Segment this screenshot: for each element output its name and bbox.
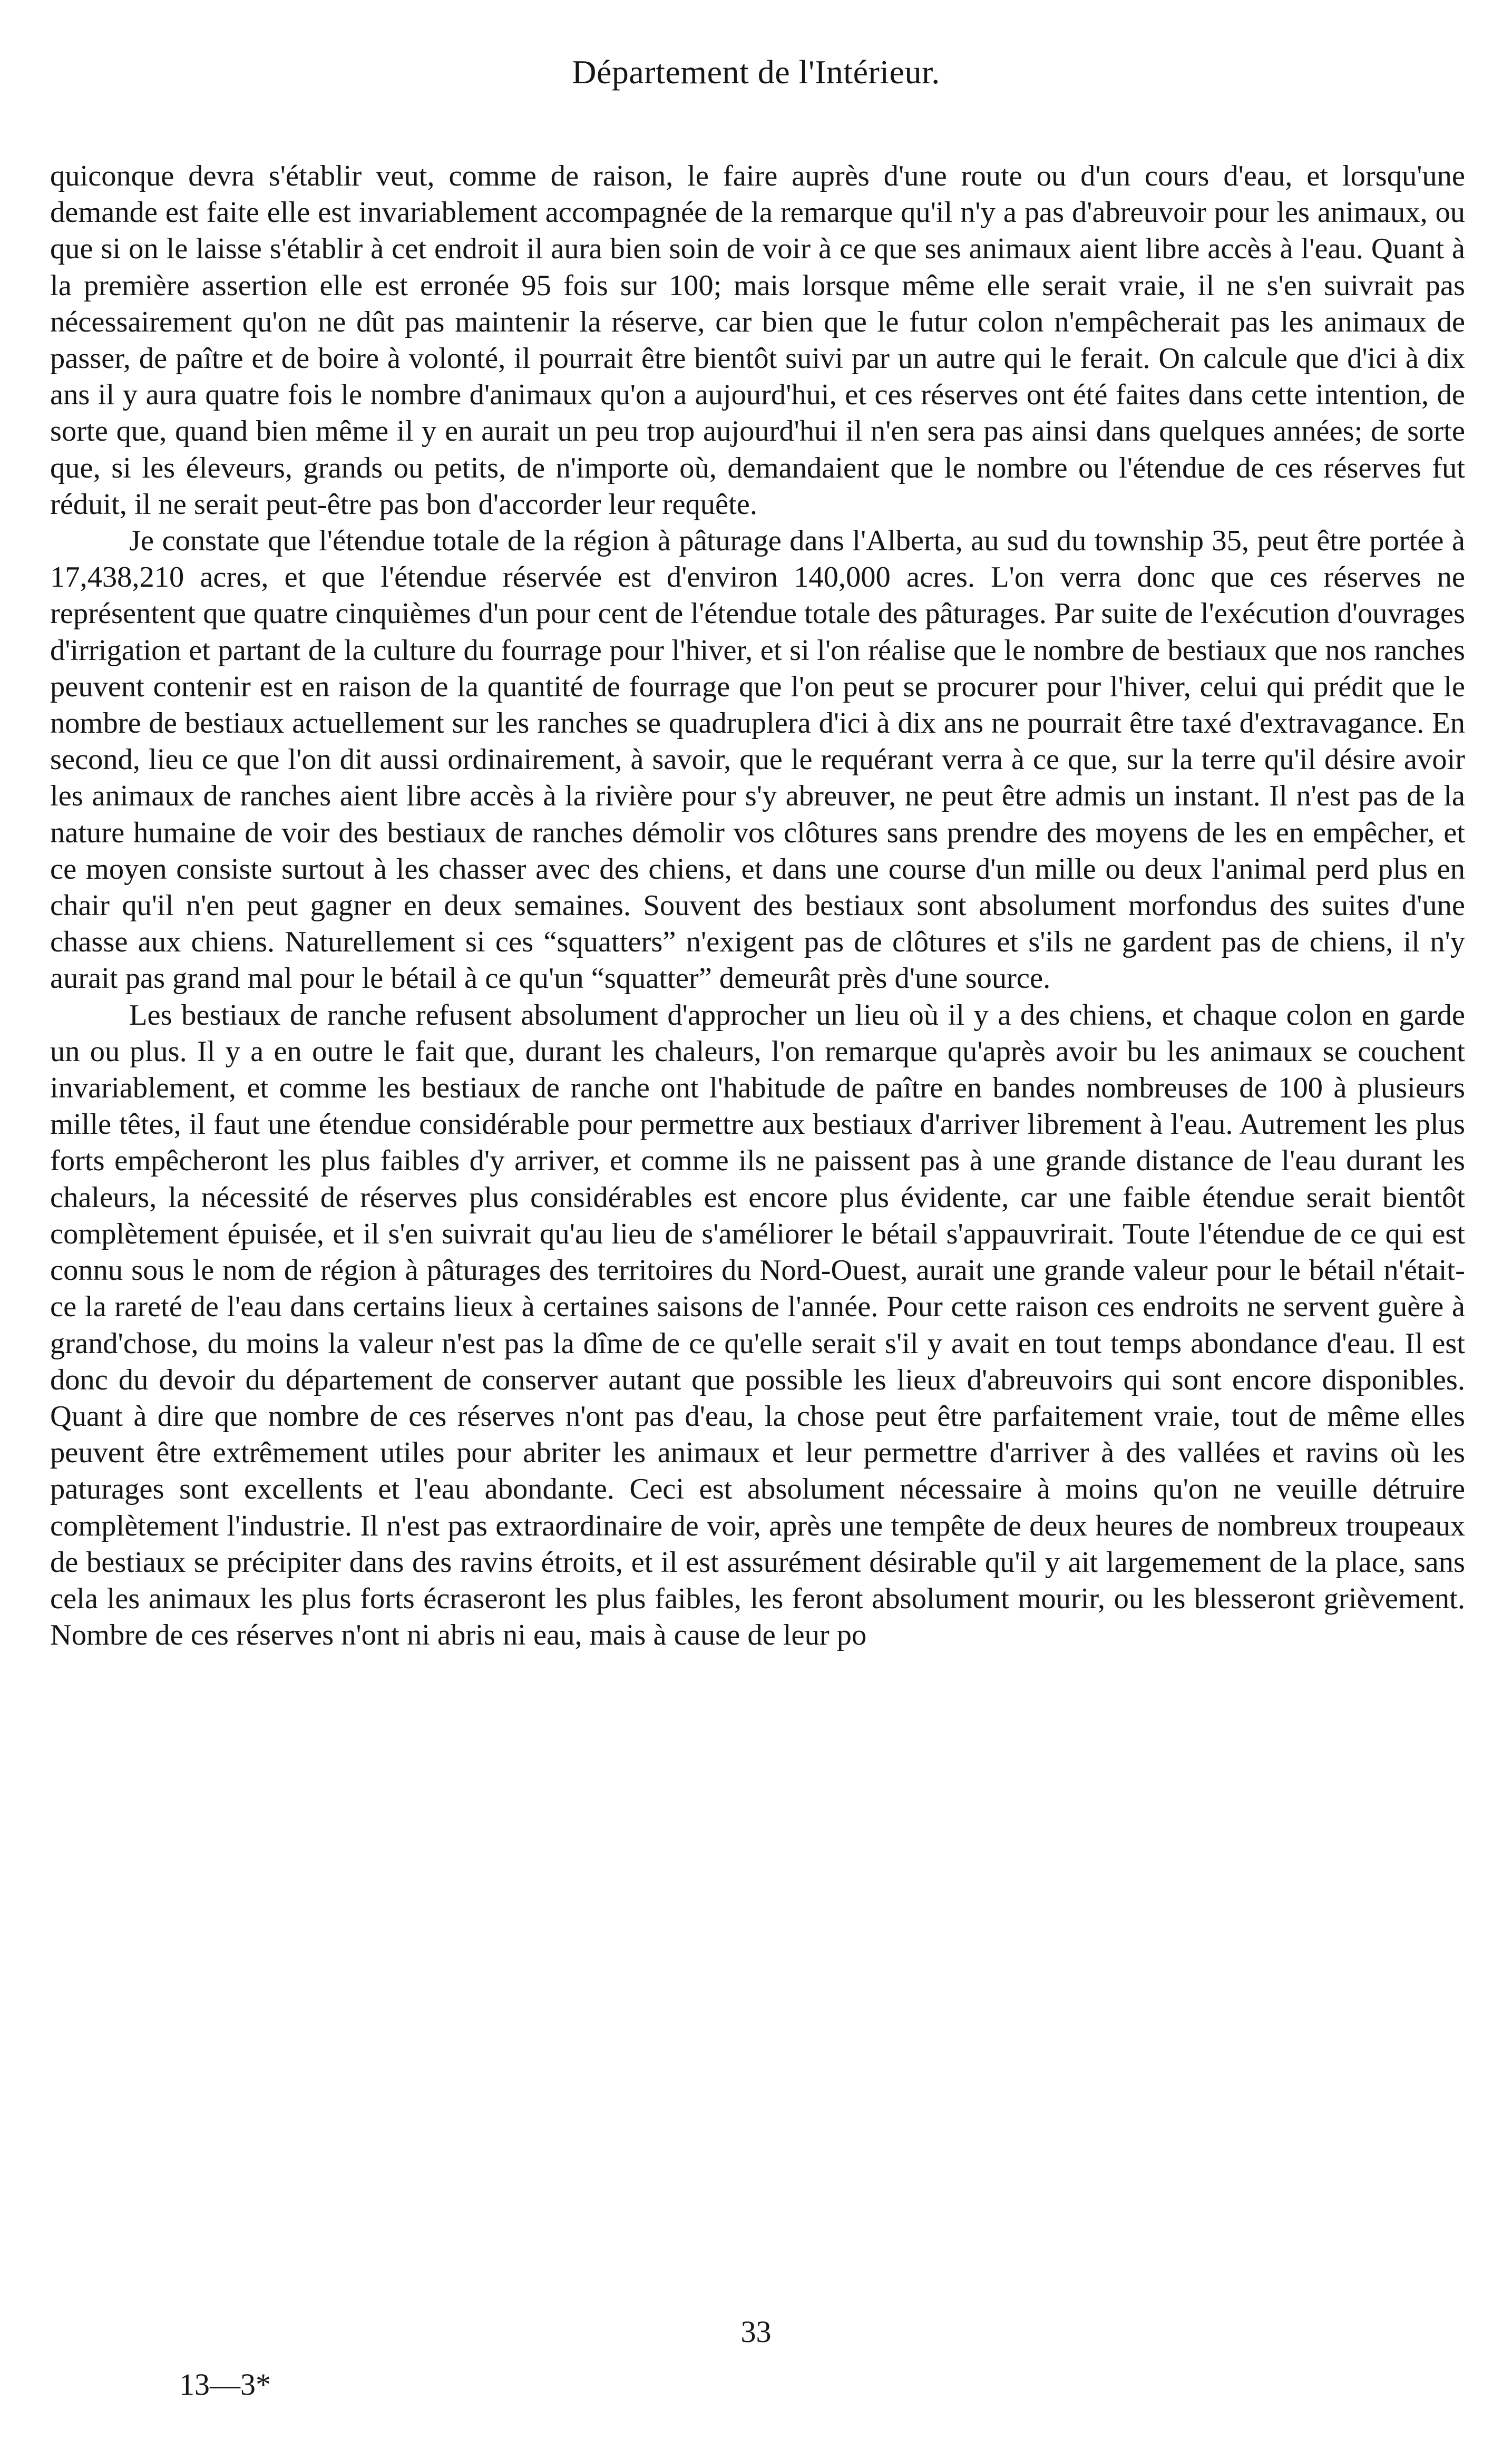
signature-mark: 13—3* [179, 2367, 271, 2402]
page-number: 33 [740, 2315, 772, 2349]
paragraph-3: Les bestiaux de ranche refusent absolument d'approcher un lieu où il y a des chiens, et chaque colon en garde un ou plus. Il y a en outre le fait que, durant les chaleurs, l'on remarque qu'après avoir bu les animaux se couchent invariablement, et comme les bestiaux de ranche ont l'habitude de paître en bandes nombreuses de 100 à plusieurs mille têtes, il faut une étendue considérable pour permettre aux bestiaux d'arriver librement à l'eau. Autrement les plus forts empêcheront les plus faibles d'y arriver, et comme ils ne paissent pas à une grande distance de l'eau durant les chaleurs, la nécessité de réserves plus considérables est encore plus évidente, car une faible étendue serait bientôt complètement épuisée, et il s'en suivrait qu'au lieu de s'améliorer le bétail s'appauvrirait. Toute l'étendue de ce qui est connu sous le nom de région à pâturages des territoires du Nord-Ouest, aurait une grande valeur pour le bétail n'était-ce la rareté de l'eau dans certains lieux à certaines saisons de l'année. Pour cette raison ces endroits ne servent guère à grand'chose, du moins la valeur n'est pas la dîme de ce qu'elle serait s'il y avait en tout temps abondance d'eau. Il est donc du devoir du département de conserver autant que possible les lieux d'abreuvoirs qui sont encore disponibles. Quant à dire que nombre de ces réserves n'ont pas d'eau, la chose peut être parfaitement vraie, tout de même elles peuvent être extrêmement utiles pour abriter les animaux et leur permettre d'arriver à des vallées et ravins où les paturages sont excellents et l'eau abondante. Ceci est absolument nécessaire à moins qu'on ne veuille détruire complètement l'industrie. Il n'est pas extraordinaire de voir, après une tempête de deux heures de nombreux troupeaux de bestiaux se précipiter dans des ravins étroits, et il est assurément désirable qu'il y ait largemement de la place, sans cela les animaux les plus forts écraseront les plus faibles, les feront absolument mourir, ou les blesseront grièvement. Nombre de ces réserves n'ont ni abris ni eau, mais à cause de leur po [50, 998, 1465, 1652]
running-head: Département de l'Intérieur. [572, 53, 940, 91]
paragraph-1: quiconque devra s'établir veut, comme de raison, le faire auprès d'une route ou d'un cours d'eau, et lorsqu'une demande est faite elle est invariablement accompagnée de la remarque qu'il n'y a pas d'abreuvoir pour les animaux, ou que si on le laisse s'établir à cet endroit il aura bien soin de voir à ce que ses animaux aient libre accès à l'eau. Quant à la première assertion elle est erronée 95 fois sur 100; mais lorsque même elle serait vraie, il ne s'en suivrait pas nécessairement qu'on ne dût pas maintenir la réserve, car bien que le futur colon n'empêcherait pas les animaux de passer, de paître et de boire à volonté, il pourrait être bientôt suivi par un autre qui le ferait. On calcule que d'ici à dix ans il y aura quatre fois le nombre d'animaux qu'on a aujourd'hui, et ces réserves ont été faites dans cette intention, de sorte que, quand bien même il y en aurait un peu trop aujourd'hui il n'en sera pas ainsi dans quelques années; de sorte que, si les éleveurs, grands ou petits, de n'importe où, demandaient que le nombre ou l'étendue de ces réserves fut réduit, il ne serait peut-être pas bon d'accorder leur requête. [50, 160, 1465, 521]
body-text [50, 158, 1465, 1654]
paragraph-2: Je constate que l'étendue totale de la région à pâturage dans l'Alberta, au sud du township 35, peut être portée à 17,438,210 acres, et que l'étendue réservée est d'environ 140,000 acres. L'on verra donc que ces réserves ne représentent que quatre cinquièmes d'un pour cent de l'étendue totale des pâturages. Par suite de l'exécution d'ouvrages d'irrigation et partant de la culture du fourrage pour l'hiver, et si l'on réalise que le nombre de bestiaux que nos ranches peuvent contenir est en raison de la quantité de fourrage que l'on peut se procurer pour l'hiver, celui qui prédit que le nombre de bestiaux actuellement sur les ranches se quadruplera d'ici à dix ans ne pourrait être taxé d'extravagance. En second, lieu ce que l'on dit aussi ordinairement, à savoir, que le requérant verra à ce que, sur la terre qu'il désire avoir les animaux de ranches aient libre accès à la rivière pour s'y abreuver, ne peut être admis un instant. Il n'est pas de la nature humaine de voir des bestiaux de ranches démolir vos clôtures sans prendre des moyens de les en empêcher, et ce moyen consiste surtout à les chasser avec des chiens, et dans une course d'un mille ou deux l'animal perd plus en chair qu'il n'en peut gagner en deux semaines. Souvent des bestiaux sont absolument morfondus des suites d'une chasse aux chiens. Naturellement si ces “squatters” n'exigent pas de clôtures et s'ils ne gardent pas de chiens, il n'y aurait pas grand mal pour le bétail à ce qu'un “squatter” demeurât près d'une source. [50, 524, 1465, 995]
